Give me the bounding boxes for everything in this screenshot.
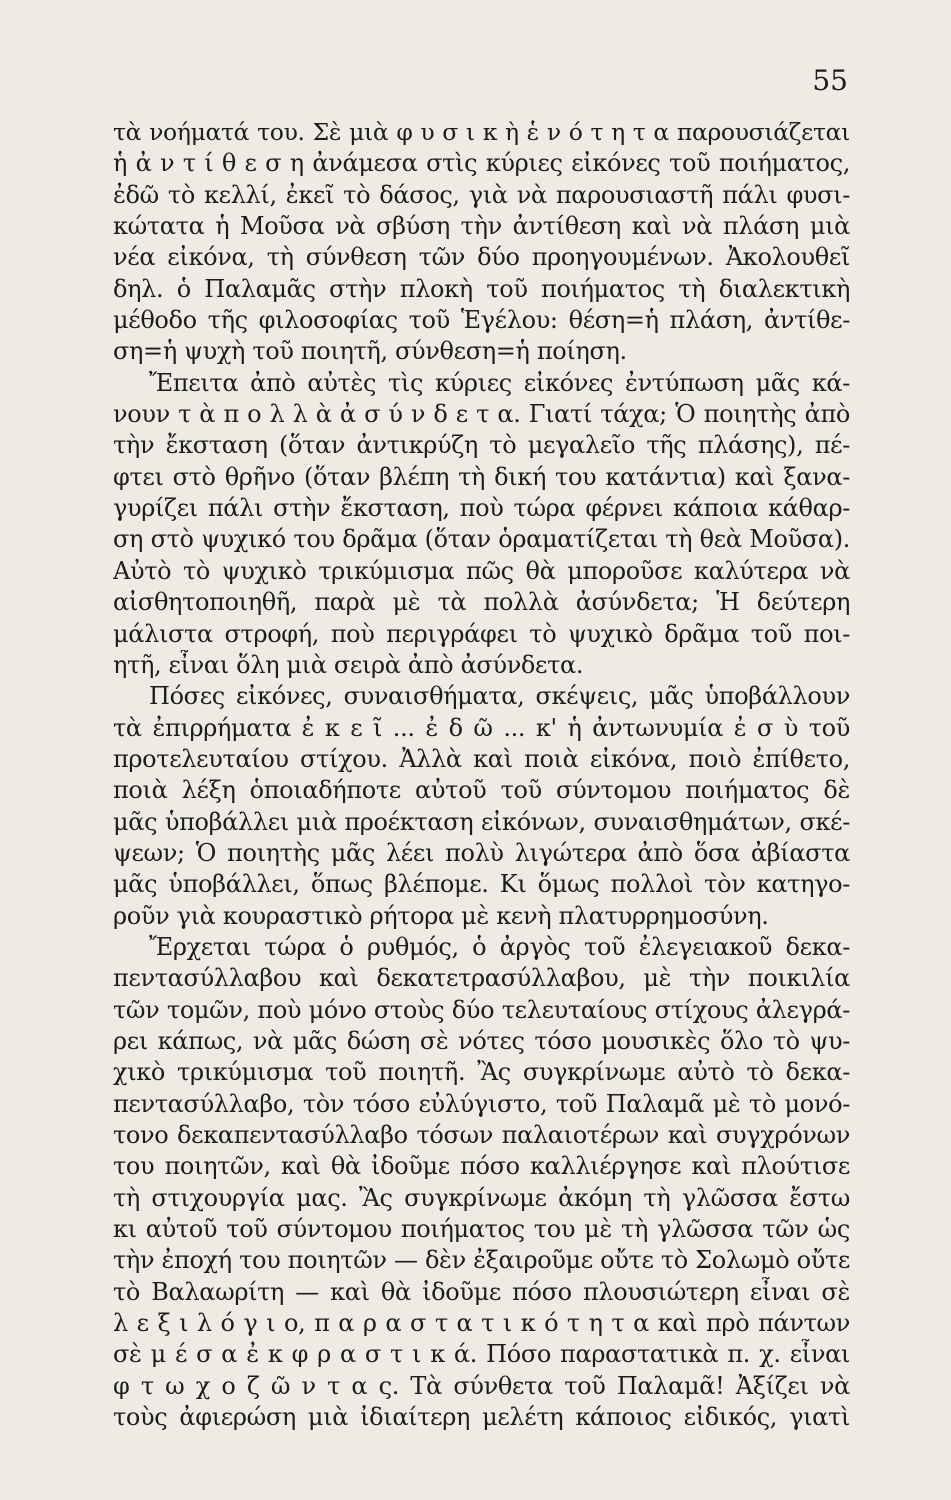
text-line: αἰσθητοποιηθῆ, παρὰ μὲ τὰ πολλὰ ἀσύνδετα; Ἡ δεύτερη (113, 588, 850, 617)
text-line: σὲ μ έ σ α ἐ κ φ ρ α σ τ ι κ ά. Πόσο παραστατικὰ π. χ. εἶναι (113, 1340, 850, 1369)
text-line: κι αὐτοῦ τοῦ σύντομου ποιήματος του μὲ τὴ γλῶσσα τῶν ὡς (113, 1215, 850, 1244)
text-line: Ἔπειτα ἀπὸ αὐτὲς τὶς κύριες εἰκόνες ἐντύπωση μᾶς κά- (149, 368, 850, 397)
text-line: ποιὰ λέξη ὁποιαδήποτε αὐτοῦ τοῦ σύντομου ποιήματος δὲ (113, 776, 850, 805)
text-line: τὴν ἐποχή του ποιητῶν — δὲν ἐξαιροῦμε οὔτε τὸ Σολωμὸ οὔτε (113, 1246, 850, 1275)
text-line: τὰ ἐπιρρήματα ἐ κ ε ῖ ... ἐ δ ῶ ... κ' ἡ ἀντωνυμία ἐ σ ὺ τοῦ (113, 713, 850, 742)
text-line: του ποιητῶν, καὶ θὰ ἰδοῦμε πόσο καλλιέργησε καὶ πλούτισε (113, 1152, 850, 1181)
text-line: μάλιστα στροφή, ποὺ περιγράφει τὸ ψυχικὸ δρᾶμα τοῦ ποι- (113, 619, 850, 648)
text-line: ση=ἡ ψυχὴ τοῦ ποιητῆ, σύνθεση=ἡ ποίηση. (113, 337, 627, 366)
text-line: μᾶς ὑποβάλλει, ὅπως βλέπομε. Κι ὅμως πολλοὶ τὸν κατηγο- (113, 870, 850, 899)
text-line: μέθοδο τῆς φιλοσοφίας τοῦ Ἑγέλου: θέση=ἡ πλάση, ἀντίθε- (113, 306, 850, 335)
text-line: ητῆ, εἶναι ὅλη μιὰ σειρὰ ἀπὸ ἀσύνδετα. (113, 650, 584, 679)
text-line: τονο δεκαπεντασύλλαβο τόσων παλαιοτέρων καὶ συγχρόνων (113, 1121, 850, 1149)
text-line: δηλ. ὁ Παλαμᾶς στὴν πλοκὴ τοῦ ποιήματος τὴ διαλεκτικὴ (113, 274, 850, 303)
text-line: ἡ ἀ ν τ ί θ ε σ η ἀνάμεσα στὶς κύριες εἰκόνες τοῦ ποιήματος, (113, 149, 850, 178)
text-line: ση στὸ ψυχικό του δρᾶμα (ὅταν ὁραματίζεται τὴ θεὰ Μοῦσα). (113, 525, 850, 554)
text-line: τοὺς ἀφιερώση μιὰ ἰδιαίτερη μελέτη κάποιος εἰδικός, γιατὶ (113, 1403, 850, 1432)
text-line: ρει κάπως, νὰ μᾶς δώση σὲ νότες τόσο μουσικὲς ὅλο τὸ ψυ- (113, 1026, 850, 1055)
page-text (113, 117, 850, 1433)
text-line: φ τ ω χ ο ζ ῶ ν τ α ς. Τὰ σύνθετα τοῦ Παλαμᾶ! Ἀξίζει νὰ (113, 1371, 850, 1400)
text-line: ψεων; Ὁ ποιητὴς μᾶς λέει πολὺ λιγώτερα ἀπὸ ὅσα ἀβίαστα (113, 838, 850, 867)
text-line: χικὸ τρικύμισμα τοῦ ποιητῆ. Ἂς συγκρίνωμε αὐτὸ τὸ δεκα- (113, 1058, 850, 1087)
text-line: τὴ στιχουργία μας. Ἂς συγκρίνωμε ἀκόμη τὴ γλῶσσα ἔστω (113, 1183, 850, 1212)
text-line: Αὐτὸ τὸ ψυχικὸ τρικύμισμα πῶς θὰ μποροῦσε καλύτερα νὰ (113, 556, 850, 585)
text-line: φτει στὸ θρῆνο (ὅταν βλέπη τὴ δική του κατάντια) καὶ ξανα- (113, 462, 850, 491)
text-line: ροῦν γιὰ κουραστικὸ ρήτορα μὲ κενὴ πλατυρρημοσύνη. (113, 901, 769, 930)
text-line: μᾶς ὑποβάλλει μιὰ προέκταση εἰκόνων, συναισθημάτων, σκέ- (113, 807, 850, 836)
text-line: προτελευταίου στίχου. Ἀλλὰ καὶ ποιὰ εἰκόνα, ποιὸ ἐπίθετο, (113, 744, 850, 773)
text-line: νέα εἰκόνα, τὴ σύνθεση τῶν δύο προηγουμένων. Ἀκολουθεῖ (113, 243, 850, 272)
text-line: τὴν ἔκσταση (ὅταν ἀντικρύζη τὸ μεγαλεῖο τῆς πλάσης), πέ- (113, 431, 850, 460)
text-line: τῶν τομῶν, ποὺ μόνο στοὺς δύο τελευταίους στίχους ἀλεγρά- (113, 995, 850, 1024)
page-number: 55 (812, 64, 848, 97)
text-line: ἐδῶ τὸ κελλί, ἐκεῖ τὸ δάσος, γιὰ νὰ παρουσιαστῆ πάλι φυσι- (113, 180, 850, 209)
text-line: πεντασύλλαβου καὶ δεκατετρασύλλαβου, μὲ τὴν ποικιλία (113, 964, 850, 993)
text-line: νουν τ ὰ π ο λ λ ὰ ἀ σ ύ ν δ ε τ α. Γιατί τάχα; Ὁ ποιητὴς ἀπὸ (113, 400, 850, 429)
text-line: κώτατα ἡ Μοῦσα νὰ σβύση τὴν ἀντίθεση καὶ νὰ πλάση μιὰ (113, 212, 850, 241)
text-line: Ἔρχεται τώρα ὁ ρυθμός, ὁ ἀργὸς τοῦ ἐλεγειακοῦ δεκα- (149, 932, 850, 961)
text-line: λ ε ξ ι λ ό γ ι ο, π α ρ α σ τ α τ ι κ ό τ η τ α καὶ πρὸ πάντων (113, 1309, 850, 1338)
text-line: Πόσες εἰκόνες, συναισθήματα, σκέψεις, μᾶς ὑποβάλλουν (149, 682, 850, 711)
text-line: τὸ Βαλαωρίτη — καὶ θὰ ἰδοῦμε πόσο πλουσιώτερη εἶναι σὲ (113, 1277, 850, 1306)
text-line: γυρίζει πάλι στὴν ἔκσταση, ποὺ τώρα φέρνει κάποια κάθαρ- (113, 494, 850, 523)
text-line: τὰ νοήματά του. Σὲ μιὰ φ υ σ ι κ ὴ ἑ ν ό τ η τ α παρουσιάζεται (113, 118, 850, 146)
text-line: πεντασύλλαβο, τὸν τόσο εὐλύγιστο, τοῦ Παλαμᾶ μὲ τὸ μονό- (113, 1089, 850, 1118)
